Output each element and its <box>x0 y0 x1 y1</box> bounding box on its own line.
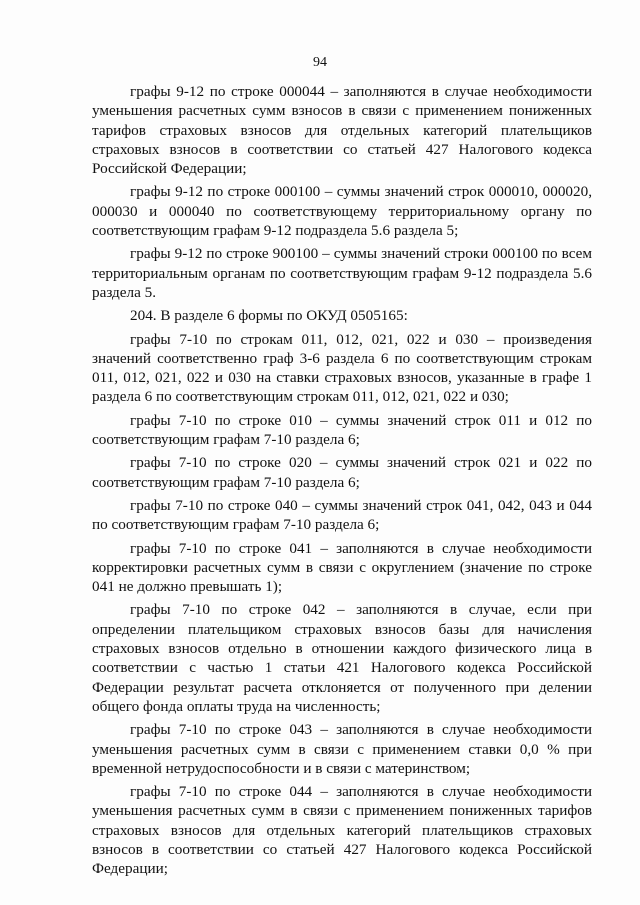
paragraph: графы 7-10 по строке 010 – суммы значений строк 011 и 012 по соответствующим графам 7-10 раздела 6; <box>92 411 592 449</box>
paragraph: графы 7-10 по строкам 011, 012, 021, 022 и 030 – произведения значений соответственно граф 3-6 раздела 6 по соответствующим строкам 011, 012, 021, 022 и 030 на ставки страховых взносов, указанные в графе 1 раздела 6 по соответствующим строкам 011, 012, 021, 022 и 030; <box>92 330 592 406</box>
paragraph: графы 7-10 по строке 043 – заполняются в случае необходимости уменьшения расчетных сумм в связи с применением ставки 0,0 % при временной нетрудоспособности и в связи с материнством; <box>92 721 592 777</box>
paragraph: графы 7-10 по строке 042 – заполняются в случае, если при определении плательщиком страховых взносов базы для начисления страховых взносов отдельно в отношении каждого физического лица в соответствии с частью 1 статьи 421 Налогового кодекса Российской Федерации результат расчета отклоняется от полученного при делении общего фонда оплаты труда на численность; <box>92 601 592 715</box>
paragraph: графы 7-10 по строке 044 – заполняются в случае необходимости уменьшения расчетных сумм в связи с применением пониженных тарифов страховых взносов для отдельных категорий плательщиков страховых взносов в соответствии со статьей 427 Налогового кодекса Российской Федерации; <box>92 783 592 878</box>
paragraph: графы 9-12 по строке 000044 – заполняются в случае необходимости уменьшения расчетных сумм взносов в связи с применением пониженных тарифов страховых взносов для отдельных категорий плательщиков страховых взносов в соответствии со статьей 427 Налогового кодекса Российской Федерации; <box>92 83 592 178</box>
paragraph: графы 7-10 по строке 020 – суммы значений строк 021 и 022 по соответствующим графам 7-10 раздела 6; <box>92 454 592 491</box>
section-heading: 204. В разделе 6 формы по ОКУД 0505165: <box>130 307 408 325</box>
paragraph: графы 7-10 по строке 041 – заполняются в случае необходимости корректировки расчетных сумм в связи с округлением (значение по строке 041 не должно превышать 1); <box>92 539 592 596</box>
page-number: 94 <box>313 55 327 70</box>
document-body <box>92 82 592 883</box>
paragraph: графы 7-10 по строке 040 – суммы значений строк 041, 042, 043 и 044 по соответствующим графам 7-10 раздела 6; <box>92 496 592 534</box>
paragraph: графы 9-12 по строке 000100 – суммы значений строк 000010, 000020, 000030 и 000040 по соответствующему территориальному органу по соответствующим графам 9-12 подраздела 5.6 раздела 5; <box>92 183 592 240</box>
paragraph: графы 9-12 по строке 900100 – суммы значений строки 000100 по всем территориальным органам по соответствующим графам 9-12 подраздела 5.6 раздела 5. <box>92 245 592 301</box>
